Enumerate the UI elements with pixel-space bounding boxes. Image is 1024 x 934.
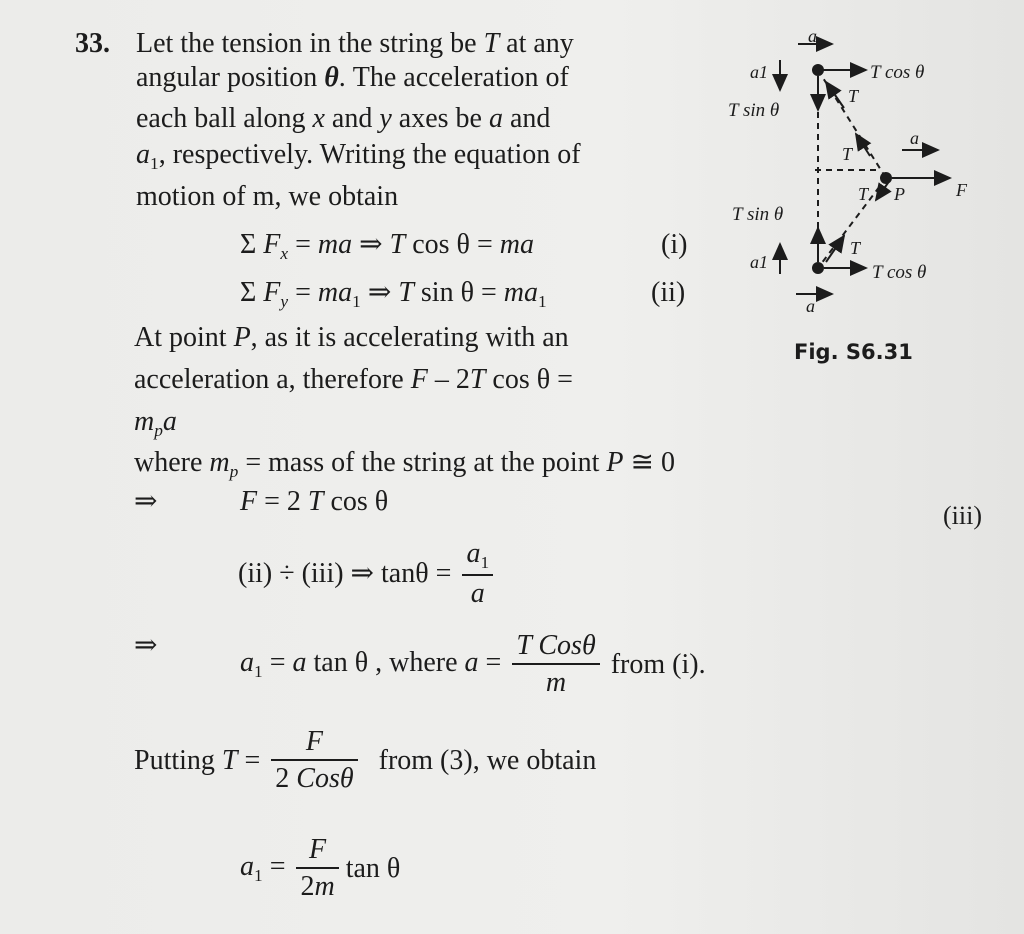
a1-line: $a_1 = a$ tan θ , where a = $\frac{\text{T Cosθ}}{m}$ from (i). xyxy=(240,630,706,698)
intro-line-4: $a_1$, respectively. Writing the equation of xyxy=(136,139,581,174)
a1-fraction: $\frac{\text{T Cosθ}}{m}$ xyxy=(512,632,599,697)
label-tcos-bottom: T cos θ xyxy=(872,262,927,283)
label-t-mid: T xyxy=(842,144,853,164)
equation-1-tag: (i) xyxy=(661,229,688,260)
arrow-t-mid xyxy=(856,134,870,156)
intro-line-5: motion of m, we obtain xyxy=(136,181,399,212)
intro-line-3: each ball along x and y axes be a and xyxy=(136,103,551,134)
equation-3-tag: (iii) xyxy=(943,501,982,530)
label-p: P xyxy=(894,184,905,204)
final-equation: $a_1$ = $\frac{F}{2m}$ tan θ xyxy=(240,834,401,902)
label-a-top: a xyxy=(808,28,817,46)
label-t-p: T xyxy=(858,184,869,204)
equation-3: F = 2 T cos θ xyxy=(240,486,389,517)
equation-2-tag: (ii) xyxy=(651,277,686,308)
problem-number: 33. xyxy=(75,28,110,59)
force-diagram xyxy=(710,28,990,318)
label-tcos-top: T cos θ xyxy=(870,62,925,83)
where-line: where $m_p$ = mass of the string at the point P ≅ 0 xyxy=(134,447,675,482)
point-p-dot xyxy=(880,172,892,184)
figure-caption: Fig. S6.31 xyxy=(794,340,913,364)
label-a-mid: a xyxy=(910,128,919,148)
arrow-t-bottom xyxy=(826,236,844,262)
equation-3-arrow: ⇒ xyxy=(134,486,158,517)
label-tsin-top: T sin θ xyxy=(728,100,780,121)
label-t-top: T xyxy=(848,86,859,106)
intro-line-1: Let the tension in the string be T at any xyxy=(136,28,574,59)
putting-line: Putting T = $\frac{F}{\text{2 Cosθ}}$ from (3), we obtain xyxy=(134,726,597,794)
a1-line-arrow: ⇒ xyxy=(134,630,158,661)
putting-fraction: $\frac{F}{\text{2 Cosθ}}$ xyxy=(271,728,357,793)
intro-line-2: angular position θ. The acceleration of xyxy=(136,62,569,93)
label-a1-top: a1 xyxy=(750,62,768,82)
ratio-fraction: $\frac{a_1}{a}$ xyxy=(462,540,493,608)
label-tsin-bottom: T sin θ xyxy=(732,204,784,225)
label-a-bottom: a xyxy=(806,296,815,316)
point-p-line-3: $m_pa$ xyxy=(134,406,177,441)
point-p-line-2: acceleration a, therefore F – 2T cos θ = xyxy=(134,364,573,395)
label-f: F xyxy=(956,180,967,200)
point-p-line-1: At point P, as it is accelerating with an xyxy=(134,322,569,353)
final-fraction: $\frac{F}{2m}$ xyxy=(296,836,338,901)
arrow-t-top xyxy=(826,82,844,108)
lower-ball xyxy=(812,262,824,274)
equation-1: Σ $F_x$ = ma ⇒ T cos θ = ma xyxy=(240,229,534,264)
equation-2: Σ $F_y = ma_1$ ⇒ T $\sin \theta = ma_1$ xyxy=(240,277,547,312)
ratio-line: (ii) ÷ (iii) ⇒ tanθ = $\frac{a_1}{a}$ xyxy=(238,540,497,608)
label-a1-bottom: a1 xyxy=(750,252,768,272)
label-t-bottom: T xyxy=(850,238,861,258)
